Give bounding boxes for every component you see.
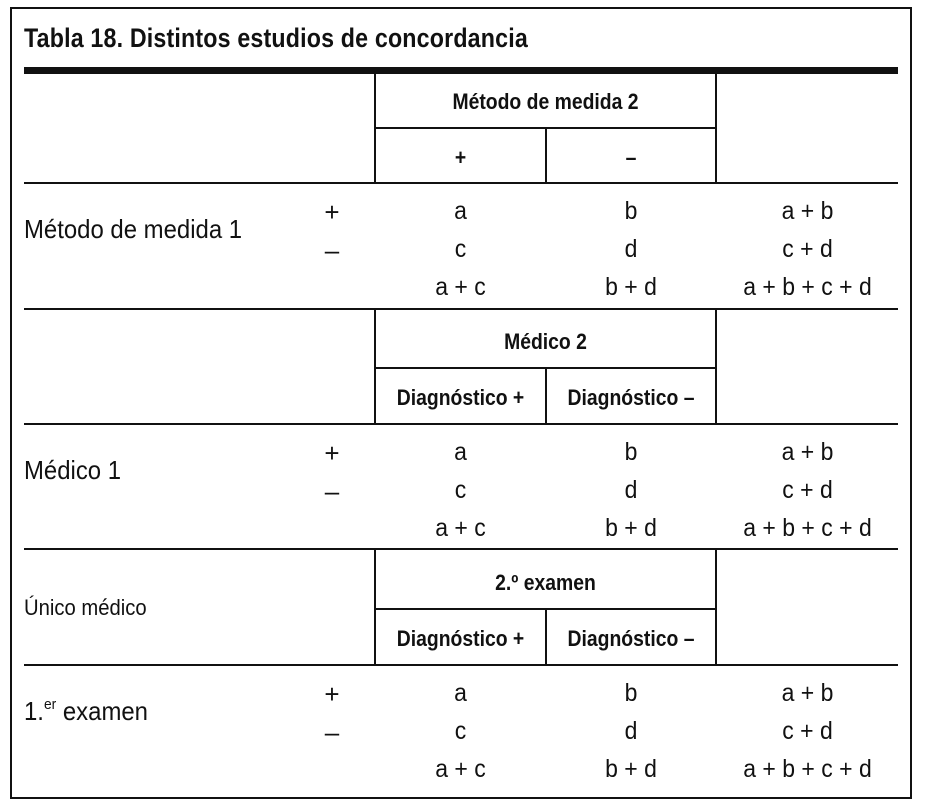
group-header: Método de medida 2 bbox=[452, 89, 639, 114]
table-frame bbox=[10, 7, 912, 799]
corner-label: Único médico bbox=[24, 595, 147, 620]
cell-a: a bbox=[454, 438, 467, 466]
sign-negative: – bbox=[324, 235, 340, 265]
row-label bbox=[24, 696, 148, 727]
cell-b-plus-d: b + d bbox=[605, 273, 657, 301]
sign-negative: – bbox=[324, 476, 340, 506]
cell-c: c bbox=[454, 717, 467, 745]
cell-b: b bbox=[624, 197, 638, 225]
sign-positive: + bbox=[324, 197, 340, 227]
row-label-suffix: examen bbox=[56, 696, 148, 726]
subheader-negative: Diagnóstico – bbox=[567, 626, 695, 651]
cell-c: c bbox=[454, 476, 467, 504]
cell-c-plus-d: c + d bbox=[782, 476, 833, 504]
cell-b: b bbox=[624, 679, 638, 707]
cell-total: a + b + c + d bbox=[743, 755, 872, 783]
title-rule bbox=[24, 67, 898, 74]
subheader-positive: Diagnóstico + bbox=[396, 385, 525, 410]
header-divider-mid bbox=[545, 368, 547, 424]
subheader-negative: – bbox=[625, 145, 637, 170]
row-label: Médico 1 bbox=[24, 455, 122, 485]
subheader-negative: Diagnóstico – bbox=[567, 385, 695, 410]
cell-a-plus-c: a + c bbox=[435, 755, 486, 783]
cell-a-plus-b: a + b bbox=[781, 438, 834, 466]
header-rule bbox=[374, 608, 717, 610]
cell-c-plus-d: c + d bbox=[782, 235, 833, 263]
row-label-prefix: 1. bbox=[24, 696, 44, 726]
cell-a-plus-b: a + b bbox=[781, 197, 834, 225]
cell-b: b bbox=[624, 438, 638, 466]
section-rule bbox=[24, 308, 898, 310]
section-rule bbox=[24, 423, 898, 425]
cell-b-plus-d: b + d bbox=[605, 755, 657, 783]
subheader-positive: + bbox=[454, 145, 467, 170]
cell-d: d bbox=[624, 717, 638, 745]
section-rule bbox=[24, 182, 898, 184]
sign-positive: + bbox=[324, 679, 340, 709]
subheader-positive: Diagnóstico + bbox=[396, 626, 525, 651]
cell-a: a bbox=[454, 197, 467, 225]
cell-total: a + b + c + d bbox=[743, 514, 872, 542]
cell-a-plus-c: a + c bbox=[435, 514, 486, 542]
section-rule bbox=[24, 664, 898, 666]
group-header: 2.º examen bbox=[495, 570, 596, 595]
header-rule bbox=[374, 367, 717, 369]
table-title: Tabla 18. Distintos estudios de concordancia bbox=[24, 23, 528, 53]
header-divider-mid bbox=[545, 609, 547, 665]
section-rule bbox=[24, 548, 898, 550]
row-label: Método de medida 1 bbox=[24, 214, 243, 244]
cell-b-plus-d: b + d bbox=[605, 514, 657, 542]
group-header: Médico 2 bbox=[504, 329, 587, 354]
header-rule bbox=[374, 127, 717, 129]
row-label-superscript: er bbox=[43, 696, 57, 713]
cell-total: a + b + c + d bbox=[743, 273, 872, 301]
cell-c-plus-d: c + d bbox=[782, 717, 833, 745]
cell-a: a bbox=[454, 679, 467, 707]
cell-c: c bbox=[454, 235, 467, 263]
cell-d: d bbox=[624, 235, 638, 263]
sign-positive: + bbox=[324, 438, 340, 468]
cell-d: d bbox=[624, 476, 638, 504]
cell-a-plus-c: a + c bbox=[435, 273, 486, 301]
sign-negative: – bbox=[324, 717, 340, 747]
header-divider-mid bbox=[545, 128, 547, 184]
cell-a-plus-b: a + b bbox=[781, 679, 834, 707]
